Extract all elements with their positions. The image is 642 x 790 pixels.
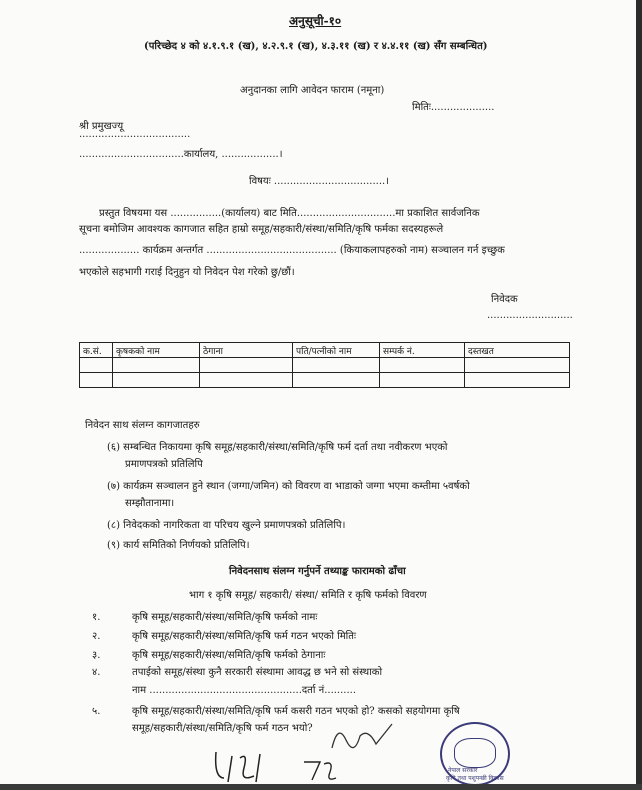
body-line-4: भएकोले सहभागी गराई दिनुहुन यो निवेदन पेश गरेको छु/छौं। [79, 267, 295, 278]
table-row [80, 373, 570, 388]
table-row [80, 358, 570, 373]
signer-label: निवेदक [491, 294, 518, 305]
stamp-text-top: नेपाल सरकार [448, 767, 478, 774]
item-5-text: कृषि समूह/सहकारी/संस्था/समिति/कृषि फर्म कसरी गठन भएको हो? कसको सहयोगमा कृषि [132, 706, 460, 717]
attachment-item-7-cont: सम्झौतानामा। [125, 498, 175, 509]
form-heading: अनुदानका लागि आवेदन फाराम (नमूना) [240, 85, 385, 96]
signer-dots: ........................... [487, 310, 573, 321]
col-serial: क.सं. [80, 343, 113, 358]
signature-mark-2 [210, 748, 270, 784]
item-4-number: ४. [92, 667, 101, 678]
stamp-text-side: कृषि तथा पशुपन्छी विकास [446, 775, 504, 782]
item-2-number: २. [92, 631, 101, 642]
col-spouse-name: पति/पत्नीको नाम [293, 343, 380, 358]
section2-title: निवेदनसाथ संलग्न गर्नुपर्ने तथ्याङ्क फारामको ढाँचा [229, 566, 406, 577]
item-3-text: कृषि समूह/सहकारी/संस्था/समिति/कृषि फर्मको ठेगानाः [132, 650, 326, 661]
annex-title: अनुसूची-१० [289, 14, 342, 28]
attachments-title: निवेदन साथ संलग्न कागजातहरु [85, 420, 200, 431]
body-line-2: सूचना बमोजिम आवश्यक कागजात सहित हाम्रो समूह/सहकारी/संस्था/समिति/कृषि फर्मका सदस्यहरूले [79, 224, 444, 235]
attachment-item-6: (६) सम्बन्धित निकायमा कृषि समूह/सहकारी/संस्था/समिति/कृषि फर्म दर्ता तथा नवीकरण भएको [107, 442, 448, 453]
signature-mark-1 [328, 718, 398, 758]
office-stamp [440, 722, 510, 786]
item-5-number: ५. [92, 706, 101, 717]
subject-line: विषयः ...................................। [249, 176, 389, 187]
item-4-text: तपाईको समूह/संस्था कुनै सरकारी संस्थामा आवद्ध छ भने सो संस्थाको [132, 667, 383, 678]
addressee: श्री प्रमुखज्यू [79, 121, 124, 132]
item-1-number: १. [92, 612, 101, 623]
body-line-1: प्रस्तुत विषयमा यस ................(कार्यालय) बाट मिति...............................मा प्रकाशित सार्वजनिक [99, 208, 480, 219]
body-line-3: ................... कार्यक्रम अन्तर्गत ......................................... (कियाकलापहरुको नाम) सञ्चालन गर्न इच्छुक [79, 245, 505, 256]
bottom-edge [0, 784, 642, 790]
item-2-text: कृषि समूह/सहकारी/संस्था/समिति/कृषि फर्म गठन भएको मितिः [132, 631, 356, 642]
attachment-item-7: (७) कार्यक्रम सञ्चालन हुने स्थान (जग्गा/जमिन) को विवरण वा भाडाको जग्गा भएमा कम्तीमा ५वर्षको [107, 481, 470, 492]
item-5-text-cont: समूह/सहकारी/संस्था/समिति/कृषि फर्म गठन भयो? [132, 723, 313, 734]
col-farmer-name: कृषकको नाम [113, 343, 200, 358]
col-address: ठेगाना [200, 343, 293, 358]
stamp-emblem [454, 738, 496, 768]
attachment-item-9: (९) कार्य समितिको निर्णयको प्रतिलिपि। [107, 540, 250, 551]
item-1-text: कृषि समूह/सहकारी/संस्था/समिति/कृषि फर्मको नामः [132, 612, 318, 623]
part1-title: भाग १ कृषि समूह/ सहकारी/ संस्था/ समिति र कृषि फर्मको विवरण [189, 590, 427, 601]
annex-subtitle: (परिच्छेद ४ को ४.१.९.१ (ख), ४.२.९.१ (ख), ४.३.११ (ख) र ४.४.११ (ख) सँग सम्बन्धित) [144, 41, 488, 52]
office-line: .................................कार्यालय, ..................। [79, 149, 283, 160]
farmer-table [79, 342, 570, 388]
attachment-item-8: (८) निवेदकको नागरिकता वा परिचय खुल्ने प्रमाणपत्रको प्रतिलिपि। [107, 520, 346, 531]
date-label: मितिः.................... [412, 102, 495, 113]
table-header-row [80, 343, 570, 358]
dots-line: ................................... [79, 129, 191, 140]
col-contact: सम्पर्क नं. [380, 343, 465, 358]
col-signature: दस्तखत [465, 343, 570, 358]
item-4-name-line: नाम ................................................दर्ता नं.......... [132, 685, 356, 696]
signature-mark-3 [300, 756, 340, 784]
item-3-number: ३. [92, 650, 101, 661]
attachment-item-6-cont: प्रमाणपत्रको प्रतिलिपि [125, 459, 203, 470]
